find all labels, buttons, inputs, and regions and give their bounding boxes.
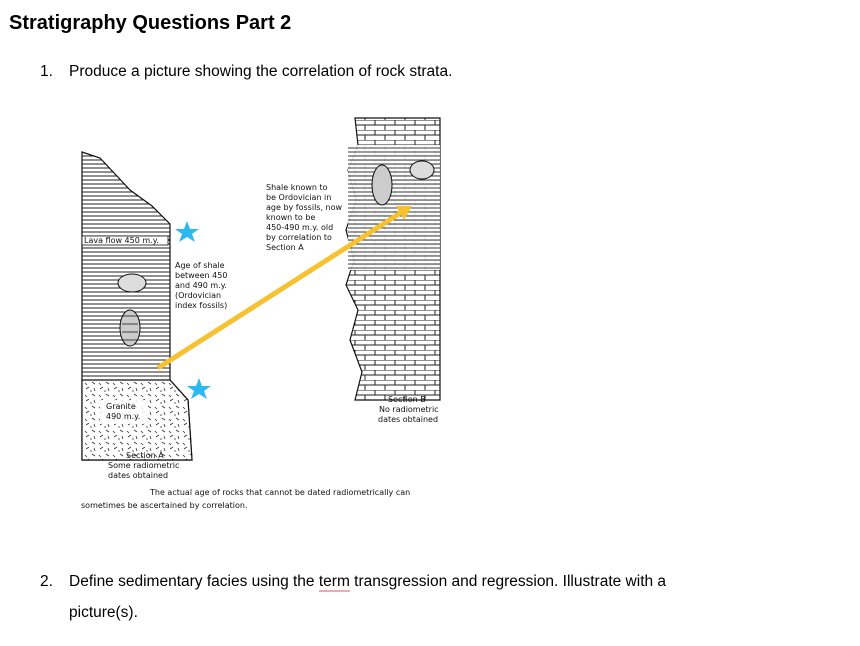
question-2-line-2: picture(s). (69, 604, 138, 621)
star-icon (175, 221, 199, 242)
lava-flow-label: Lava flow 450 m.y. (84, 236, 159, 245)
brachiopod-fossil (118, 274, 146, 292)
question-1-number: 1. (40, 63, 53, 80)
shale-known-line: Section A (266, 243, 304, 252)
shale-age-line: Age of shale (175, 261, 225, 270)
shale-known-line: by correlation to (266, 233, 332, 242)
shale-known-line: be Ordovician in (266, 193, 332, 202)
shale-age-note (175, 261, 227, 310)
star-icon (187, 378, 211, 399)
trilobite-fossil-b (372, 165, 392, 205)
section-b-caption-line: No radiometric (379, 405, 439, 414)
question-2-text-after: transgression and regression. Illustrate with a (349, 573, 667, 590)
section-b-column (346, 118, 440, 400)
shale-age-line: (Ordovician (175, 291, 222, 300)
question-2 (40, 572, 666, 592)
section-b-caption-line: dates obtained (378, 415, 439, 424)
shale-known-line: known to be (266, 213, 316, 222)
trilobite-fossil (120, 310, 140, 346)
brachiopod-fossil-b (410, 161, 434, 179)
section-b-caption-line: Section B (388, 395, 426, 404)
shale-known-line: Shale known to (266, 183, 328, 192)
question-2-term: term (318, 573, 350, 590)
question-2-number: 2. (40, 573, 53, 590)
shale-known-note (266, 183, 343, 252)
shale-known-line: 450-490 m.y. old (266, 223, 334, 232)
shale-age-line: between 450 (175, 271, 228, 280)
correlation-figure (70, 110, 470, 520)
shale-age-line: index fossils) (175, 301, 228, 310)
section-a-caption-line: Section A (126, 451, 164, 460)
figure-caption-line: The actual age of rocks that cannot be dated radiometrically can (150, 488, 411, 497)
question-1-text: Produce a picture showing the correlation of rock strata. (69, 63, 453, 80)
section-a-caption-line: Some radiometric (108, 461, 180, 470)
granite-age-label: 490 m.y. (106, 412, 141, 421)
shale-age-line: and 490 m.y. (175, 281, 227, 290)
figure-caption-line: sometimes be ascertained by correlation. (81, 501, 248, 510)
shale-known-line: age by fossils, now (266, 203, 343, 212)
section-a-caption-line: dates obtained (108, 471, 169, 480)
page-title: Stratigraphy Questions Part 2 (9, 12, 292, 34)
question-2-text-before: Define sedimentary facies using the (69, 573, 319, 590)
granite-label: Granite (106, 402, 136, 411)
question-1 (40, 62, 452, 82)
